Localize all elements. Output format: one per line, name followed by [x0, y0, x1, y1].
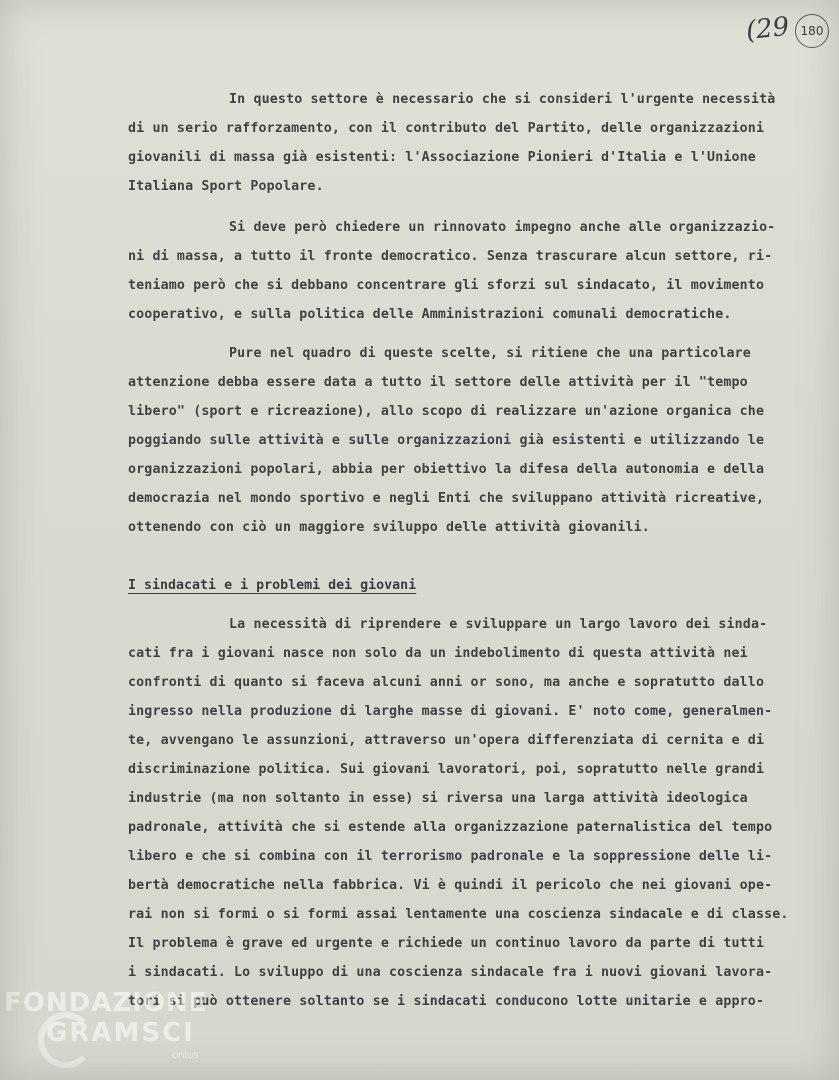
text-line: i sindacati. Lo sviluppo di una coscienza sindacale fra i nuovi giovani lavora- [128, 965, 773, 980]
watermark-line3: onlus [172, 1050, 199, 1061]
text-line: Il problema è grave ed urgente e richiede un continuo lavoro da parte di tutti [128, 936, 765, 951]
text-line: tori si può ottenere soltanto se i sindacati conducono lotte unitarie e appro- [128, 994, 765, 1009]
text-line: ingresso nella produzione di larghe masse di giovani. E' noto come, generalmen- [128, 704, 773, 719]
text-line: teniamo però che si debbano concentrare gli sforzi sul sindacato, il movimento [128, 278, 765, 293]
text-line: La necessità di riprendere e sviluppare un largo lavoro dei sinda- [229, 617, 768, 632]
text-line: ottenendo con ciò un maggiore sviluppo delle attività giovanili. [128, 520, 650, 535]
text-line: discriminazione politica. Sui giovani lavoratori, poi, sopratutto nelle grandi [128, 762, 765, 777]
text-line: confronti di quanto si faceva alcuni anni or sono, ma anche e sopratutto dallo [128, 675, 765, 690]
text-line: poggiando sulle attività e sulle organizzazioni già esistenti e utilizzando le [128, 433, 765, 448]
watermark-line1: FONDAZIONE [4, 988, 208, 1018]
text-line: di un serio rafforzamento, con il contributo del Partito, delle organizzazioni [128, 121, 765, 136]
text-line: cooperativo, e sulla politica delle Amministrazioni comunali democratiche. [128, 307, 732, 322]
text-line: te, avvengano le assunzioni, attraverso un'opera differenziata di cernita e di [128, 733, 765, 748]
text-line: padronale, attività che si estende alla organizzazione paternalistica del tempo [128, 820, 773, 835]
text-line: In questo settore è necessario che si consideri l'urgente necessità [229, 92, 776, 107]
text-line: giovanili di massa già esistenti: l'Associazione Pionieri d'Italia e l'Unione [128, 150, 756, 165]
text-line: attenzione debba essere data a tutto il settore delle attività per il "tempo [128, 375, 748, 390]
text-line: organizzazioni popolari, abbia per obiettivo la difesa della autonomia e della [128, 462, 765, 477]
text-line: Italiana Sport Popolare. [128, 179, 324, 194]
text-line: Pure nel quadro di queste scelte, si ritiene che una particolare [229, 346, 751, 361]
section-heading: I sindacati e i problemi dei giovani [128, 578, 417, 593]
handwritten-page-number: (29 [744, 11, 791, 47]
g-logo-icon [38, 1012, 94, 1068]
text-line: libero e che si combina con il terrorismo padronale e la soppressione delle li- [128, 849, 773, 864]
text-line: cati fra i giovani nasce non solo da un indebolimento di questa attività nei [128, 646, 748, 661]
archive-stamp: 180 [795, 14, 829, 48]
text-line: democrazia nel mondo sportivo e negli Enti che sviluppano attività ricreative, [128, 491, 765, 506]
text-line: industrie (ma non soltanto in esse) si riversa una larga attività ideologica [128, 791, 748, 806]
text-line: bertà democratiche nella fabbrica. Vi è quindi il pericolo che nei giovani ope- [128, 878, 773, 893]
text-line: libero" (sport e ricreazione), allo scopo di realizzare un'azione organica che [128, 404, 765, 419]
text-line: Si deve però chiedere un rinnovato impegno anche alle organizzazio- [229, 220, 776, 235]
watermark-line2: GRAMSCI [46, 1018, 195, 1048]
text-line: rai non si formi o si formi assai lentamente una coscienza sindacale e di classe. [128, 907, 789, 922]
text-line: ni di massa, a tutto il fronte democratico. Senza trascurare alcun settore, ri- [128, 249, 773, 264]
